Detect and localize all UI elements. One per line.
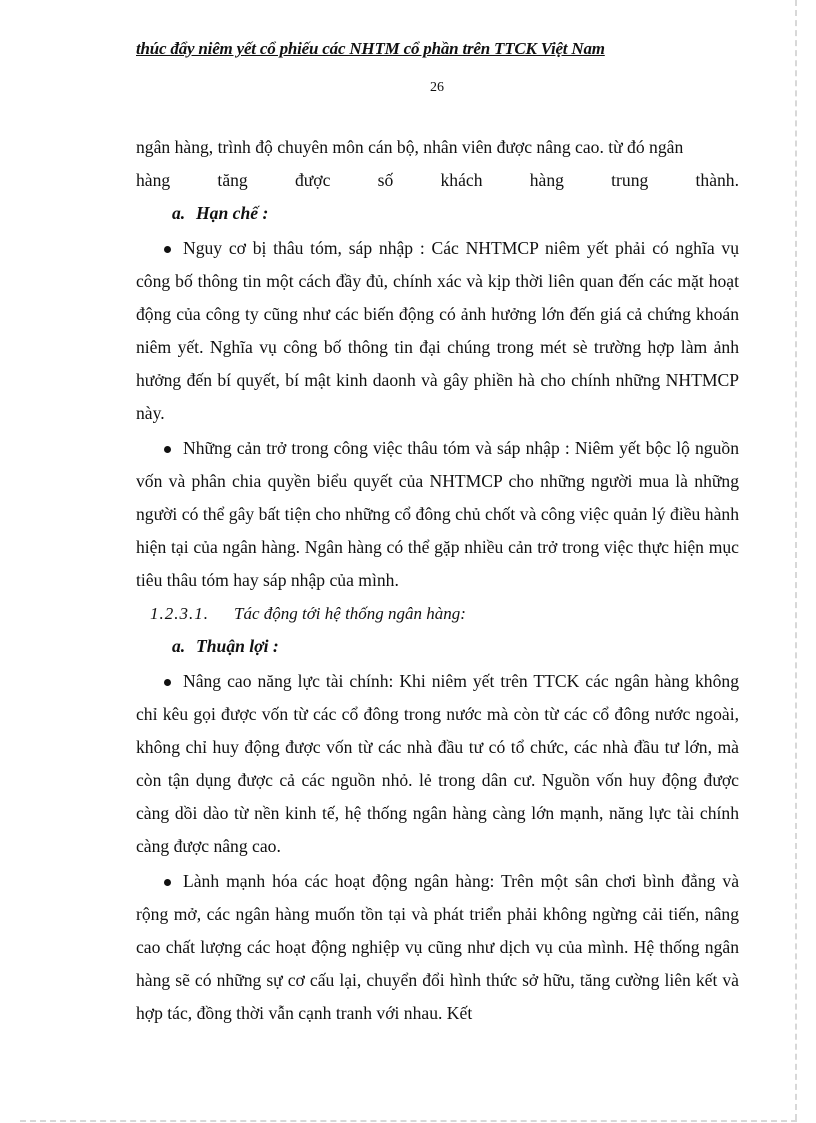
advantage-bullet-2-text: Lành mạnh hóa các hoạt động ngân hàng: Trên một sân chơi bình đẳng và rộng mở, các ngân hàng muốn tồn tại và phát triển phải không ngừng cải tiến, nâng cao chất lượng các hoạt động nghiệp vụ cũng như dịch vụ của mình. Hệ thống ngân hàng sẽ có những sự cơ cấu lại, chuyển đổi hình thức sở hữu, tăng cường liên kết và hợp tác, đồng thời vẫn cạnh tranh với nhau. Kết — [136, 871, 739, 1023]
intro-line-2: hàng tăng được số khách hàng trung thành. — [136, 170, 739, 190]
limitation-bullet-1 — [136, 232, 739, 430]
advantages-heading — [136, 630, 739, 663]
body-text — [136, 131, 739, 1030]
bullet-icon — [164, 879, 171, 886]
advantage-bullet-1-text: Nâng cao năng lực tài chính: Khi niêm yết trên TTCK các ngân hàng không chỉ kêu gọi được vốn từ các cổ đông trong nước mà còn từ các cổ đông nước ngoài, không chỉ huy động được vốn từ các nhà đầu tư có tổ chức, các nhà đầu tư lớn, mà còn tận dụng được cả các nguồn nhỏ. lẻ trong dân cư. Nguồn vốn huy động được càng dồi dào từ nền kinh tế, hệ thống ngân hàng càng lớn mạnh, năng lực tài chính càng được nâng cao. — [136, 671, 739, 856]
limitations-marker: a. — [172, 203, 186, 223]
section-heading — [136, 597, 739, 630]
advantage-bullet-1 — [136, 665, 739, 863]
advantages-title: Thuận lợi : — [196, 636, 279, 656]
page-border-right — [795, 0, 797, 1120]
limitations-title: Hạn chế : — [196, 203, 269, 223]
limitation-bullet-2 — [136, 432, 739, 597]
section-title: Tác động tới hệ thống ngân hàng: — [234, 604, 466, 623]
intro-line-1: ngân hàng, trình độ chuyên môn cán bộ, nhân viên được nâng cao. từ đó ngân — [136, 137, 684, 157]
page-number: 26 — [430, 80, 444, 95]
running-header: thúc đẩy niêm yết cổ phiếu các NHTM cổ phần trên TTCK Việt Nam — [136, 39, 605, 58]
bullet-icon — [164, 679, 171, 686]
bullet-icon — [164, 246, 171, 253]
limitations-heading — [136, 197, 739, 230]
advantage-bullet-2 — [136, 865, 739, 1030]
limitation-bullet-2-text: Những cản trở trong công việc thâu tóm và sáp nhập : Niêm yết bộc lộ nguồn vốn và phân chia quyền biểu quyết của NHTMCP cho những người mua là những người có thể gây bất tiện cho những cổ đông chủ chốt và công việc quản lý điều hành hiện tại của ngân hàng. Ngân hàng có thể gặp nhiều cản trở trong việc thực hiện mục tiêu thâu tóm hay sáp nhập của mình. — [136, 438, 739, 590]
page-border-bottom — [20, 1120, 797, 1122]
limitation-bullet-1-text: Nguy cơ bị thâu tóm, sáp nhập : Các NHTMCP niêm yết phải có nghĩa vụ công bố thông tin một cách đầy đủ, chính xác và kịp thời liên quan đến các mặt hoạt động của công ty cũng như các biến động có ảnh hưởng lớn đến giá cả chứng khoán niêm yết. Nghĩa vụ công bố thông tin đại chúng trong mét sè trường hợp làm ảnh hưởng đến bí quyết, bí mật kinh daonh và gây phiền hà cho chính những NHTMCP này. — [136, 238, 739, 423]
bullet-icon — [164, 446, 171, 453]
advantages-marker: a. — [172, 636, 186, 656]
section-number: 1.2.3.1. — [150, 604, 209, 623]
